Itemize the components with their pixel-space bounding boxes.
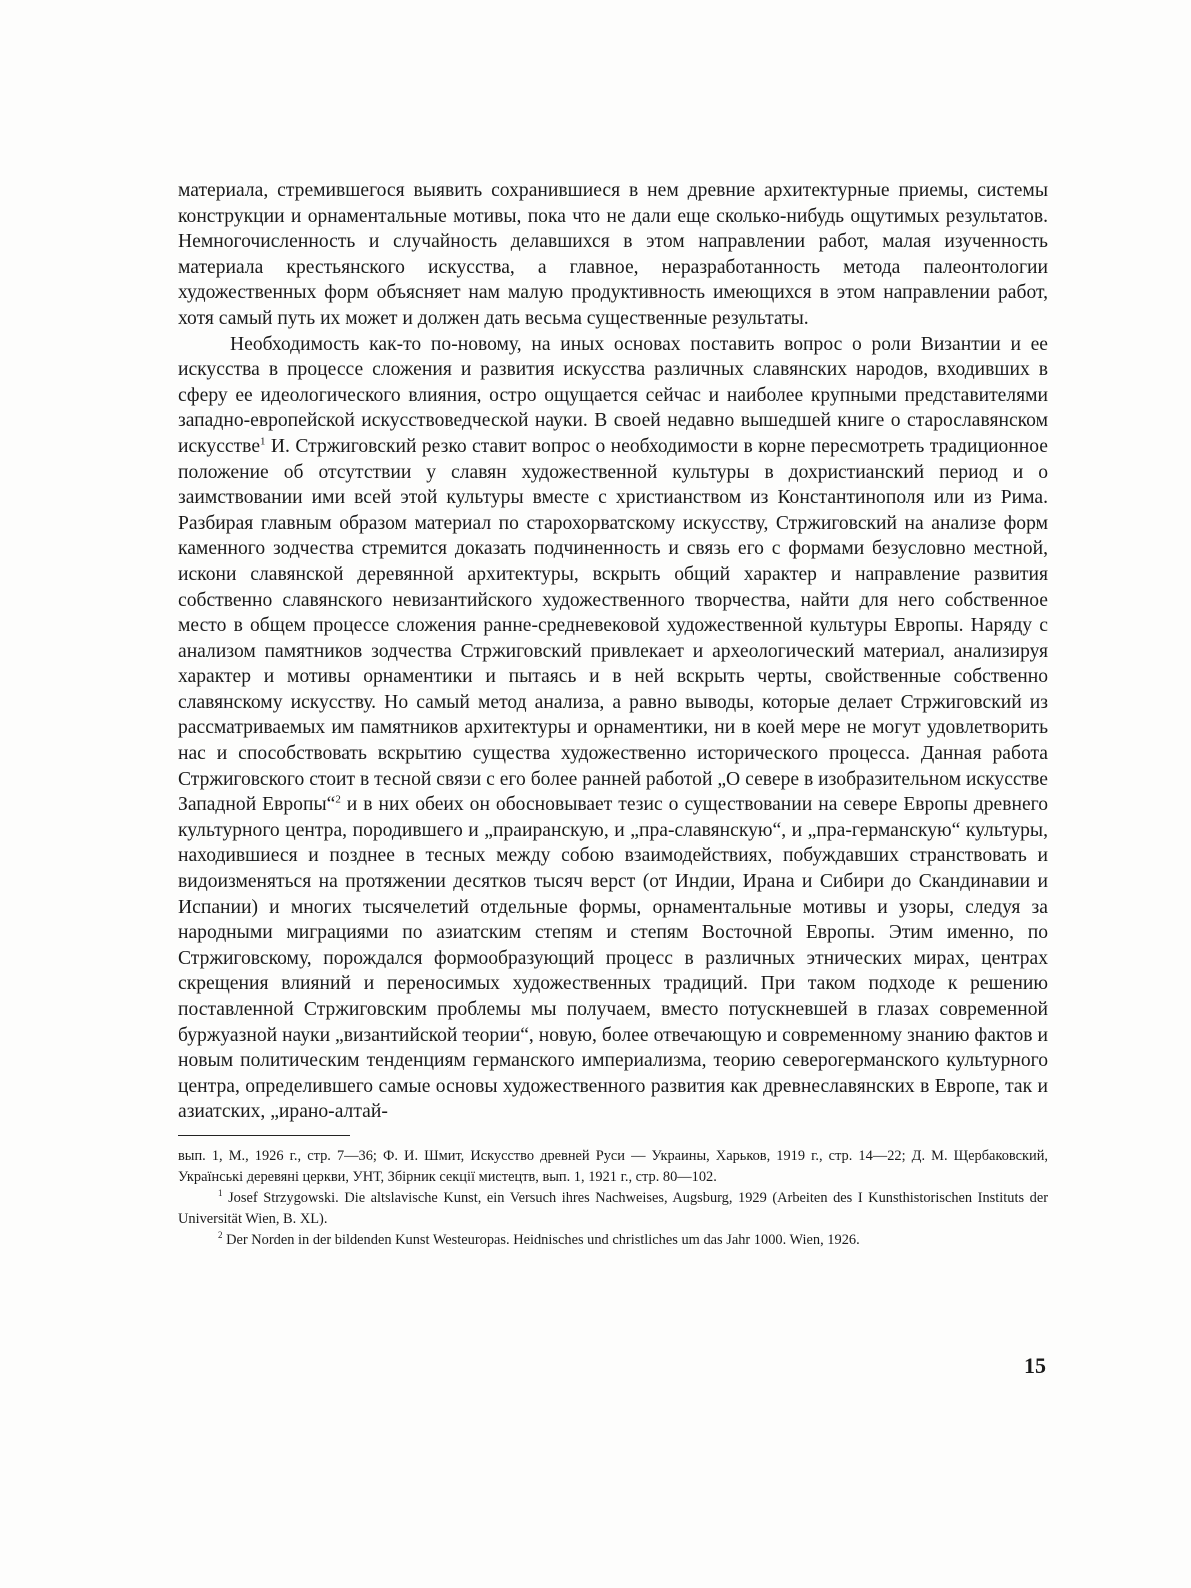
footnote-continued [178,1146,1048,1188]
footnote-ref-2[interactable]: 2 [335,793,341,806]
paragraph-text-part-a: Необходимость как-то по-новому, на иных основах поставить вопрос о роли Византии и ее искусства в процессе сложения и развития искусства различных славянских народов, входивших в сферу ее идеологического влияния, остро ощущается сейчас и наиболее крупными представителями западно-европейской искусствоведческой науки. В своей недавно вышедшей книге о старославянском искусстве [178,333,1048,457]
footnote-1-marker: 1 [218,1188,223,1199]
footnote-2-marker: 2 [218,1230,223,1241]
paragraph-text-part-b: И. Стржиговский резко ставит вопрос о необходимости в корне пересмотреть традиционное положение об отсутствии у славян художественной культуры в дохристианский период и о заимствовании ими всей этой культуры вместе с христианством из Константинополя или из Рима. Разбирая главным образом материал по старохорватскому искусству, Стржиговский на анализе форм каменного зодчества стремится доказать подчиненность и связь его с формами безусловно местной, искони славянской деревянной архитектуры, вскрыть общий характер и направление развития собственно славянского невизантийского художественного творчества, найти для него собственное место в общем процессе сложения ранне-средневековой художественной культуры Европы. Наряду с анализом памятников зодчества Стржиговский привлекает и археологический материал, анализируя характер и мотивы орнаментики и пытаясь и в ней вскрыть черты, свойственные собственно славянскому искусству. Но самый метод анализа, а равно выводы, которые делает Стржиговский из рассматриваемых им памятников архитектуры и орнаментики, ни в коей мере не могут удовлетворить нас и способствовать вскрытию существа художественно исторического процесса. Данная работа Стржиговского стоит в тесной связи с его более ранней работой „О севере в изобразительном искусстве Западной Европы“ [178,435,1048,816]
footnote-ref-1[interactable]: 1 [260,435,266,448]
paragraph-continued [178,178,1048,332]
footnote-2-text: Der Norden in der bildenden Kunst Westeuropas. Heidnisches und christliches um das Jahr 1000. Wien, 1926. [222,1231,860,1248]
footnote-continued-text: вып. 1, М., 1926 г., стр. 7—36; Ф. И. Шмит, Искусство древней Руси — Украины, Харьков, 1919 г., стр. 14—22; Д. М. Щербаковский, Українські деревяні церкви, УНТ, Збірник секції мистецтв, вып. 1, 1921 г., стр. 80—102. [178,1147,1048,1185]
footnotes [178,1146,1048,1251]
paragraph-main [178,332,1048,1125]
paragraph-text: материала, стремившегося выявить сохранившиеся в нем древние архитектурные приемы, системы конструкции и орнаментальные мотивы, пока что не дали еще сколько-нибудь ощутимых результатов. Немногочисленность и случайность делавшихся в этом направлении работ, малая изученность материала крестьянского искусства, а главное, неразработанность метода палеонтологии художественных форм объясняет нам малую продуктивность имеющихся в этом направлении работ, хотя самый путь их может и должен дать весьма существенные результаты. [178,180,1048,329]
page-number: 15 [1024,1353,1046,1378]
footnote-2 [178,1230,1048,1251]
footnote-1-text: Josef Strzygowski. Die altslavische Kunst, ein Versuch ihres Nachweises, Augsburg, 1929 (Arbeiten des I Kunsthistorischen Instituts der Universität Wien, B. XL). [178,1189,1048,1227]
footnote-divider [178,1135,350,1136]
page-content [178,178,1048,1251]
footnote-1 [178,1188,1048,1230]
paragraph-text-part-c: и в них обеих он обосновывает тезис о существовании на севере Европы древнего культурного центра, породившего и „праиранскую, и „пра-славянскую“, и „пра-германскую“ культуры, находившиеся и позднее в тесных между собою взаимодействиях, побуждавших странствовать и видоизменяться на протяжении десятков тысяч верст (от Индии, Ирана и Сибири до Скандинавии и Испании) и многих тысячелетий отдельные формы, орнаментальные мотивы и узоры, следуя за народными миграциями по азиатским степям и степям Восточной Европы. Этим именно, по Стржиговскому, порождался формообразующий процесс в различных этнических мирах, центрах скрещения влияний и переносимых художественных традиций. При таком подходе к решению поставленной Стржиговским проблемы мы получаем, вместо потускневшей в глазах современной буржуазной науки „византийской теории“, новую, более отвечающую и современному знанию фактов и новым политическим тенденциям германского империализма, теорию северогерманского культурного центра, определившего самые основы художественного развития как древнеславянских в Европе, так и азиатских, „ирано-алтай- [178,794,1048,1123]
